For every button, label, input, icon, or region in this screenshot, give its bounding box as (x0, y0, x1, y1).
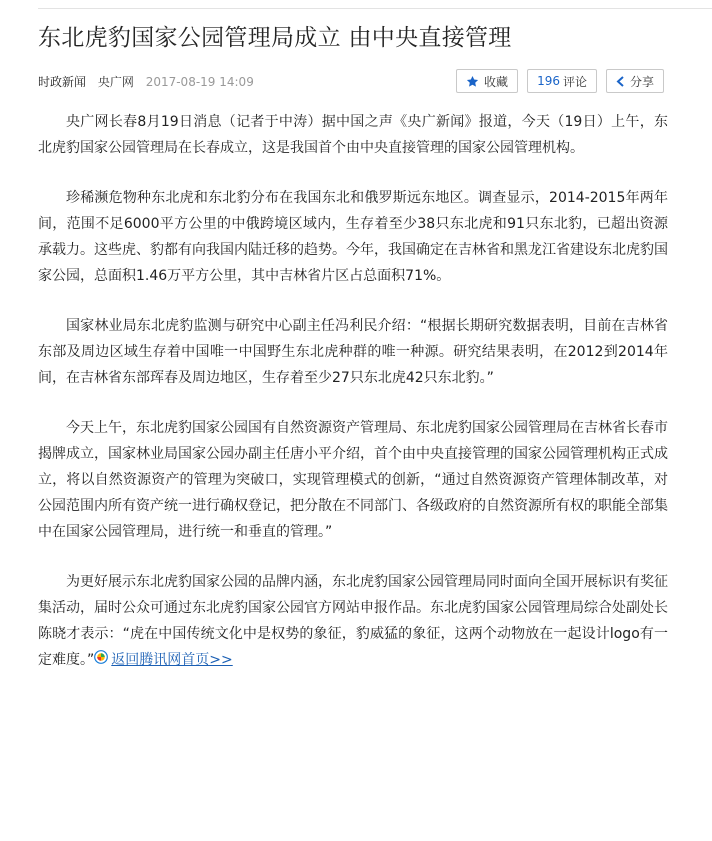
favorite-label: 收藏 (484, 74, 509, 89)
article-meta (38, 69, 668, 97)
meta-info (38, 73, 262, 91)
last-paragraph (38, 569, 668, 673)
paragraph: 国家林业局东北虎豹监测与研究中心副主任冯利民介绍：“根据长期研究数据表明，目前在吉林省东部及周边区域生存着中国唯一中国野生东北虎种群的唯一种源。研究结果表明，在2012到2014年间，在吉林省东部珲春及周边地区，生存着至少27只东北虎42只东北豹。” (38, 318, 668, 386)
share-label: 分享 (629, 74, 654, 89)
share-button[interactable] (606, 69, 664, 93)
paragraph: 今天上午，东北虎豹国家公园国有自然资源资产管理局、东北虎豹国家公园管理局在吉林省长春市揭牌成立，国家林业局国家公园办副主任唐小平介绍，首个由中央直接管理的国家公园管理机构正式成立，将以自然资源资产的管理为突破口，实现管理模式的创新，“通过自然资源资产管理体制改革，对公园范围内所有资产统一进行确权登记，把分散在不同部门、各级政府的自然资源所有权的职能全部集中在国家公园管理局，进行统一和垂直的管理。” (38, 420, 668, 540)
star-icon (466, 75, 479, 88)
article-body (38, 109, 668, 673)
favorite-button[interactable] (456, 69, 518, 93)
tencent-logo-icon (94, 647, 108, 673)
article-title: 东北虎豹国家公园管理局成立 由中央直接管理 (38, 25, 512, 51)
top-divider (38, 8, 712, 9)
article (38, 22, 668, 697)
meta-category[interactable]: 时政新闻 (38, 75, 87, 89)
article-actions (456, 69, 664, 93)
return-home-label: 返回腾讯网首页>> (111, 652, 233, 668)
share-chevron-icon (616, 76, 625, 87)
paragraph: 珍稀濒危物种东北虎和东北豹分布在我国东北和俄罗斯远东地区。调查显示，2014-2015年两年间，范围不足6000平方公里的中俄跨境区域内，生存着至少38只东北虎和91只东北豹，已超出资源承载力。这些虎、豹都有向我国内陆迁移的趋势。今年，我国确定在吉林省和黑龙江省建设东北虎豹国家公园，总面积1.46万平方公里，其中吉林省片区占总面积71%。 (38, 190, 668, 284)
paragraph: 央广网长春8月19日消息（记者于中涛）据中国之声《央广新闻》报道，今天（19日）上午，东北虎豹国家公园管理局在长春成立，这是我国首个由中央直接管理的国家公园管理机构。 (38, 114, 668, 156)
meta-time: 2017-08-19 14:09 (145, 75, 254, 89)
comment-count: 196 (537, 74, 560, 88)
comment-label: 评论 (562, 74, 587, 89)
meta-source[interactable]: 央广网 (97, 75, 134, 89)
return-home-link[interactable] (94, 647, 232, 673)
paragraph-text: 为更好展示东北虎豹国家公园的品牌内涵，东北虎豹国家公园管理局同时面向全国开展标识有奖征集活动，届时公众可通过东北虎豹国家公园官方网站申报作品。东北虎豹国家公园管理局综合处副处长陈晓才表示：“虎在中国传统文化中是权势的象征，豹威猛的象征，这两个动物放在一起设计logo有一定难度。” (38, 574, 668, 668)
comment-button[interactable] (527, 69, 597, 93)
